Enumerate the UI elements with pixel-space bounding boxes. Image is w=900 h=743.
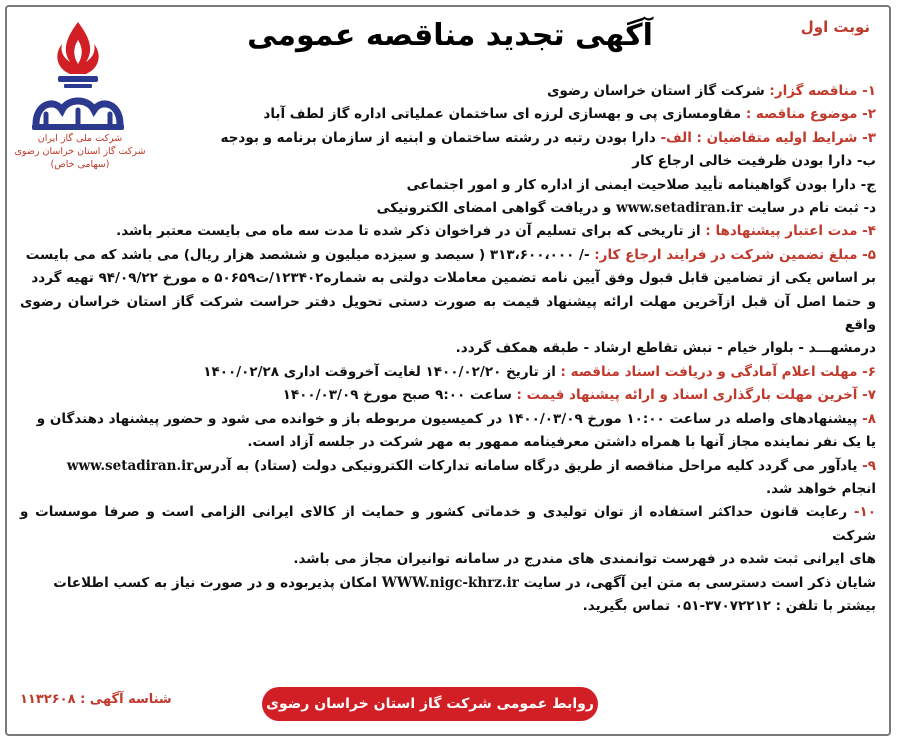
item-3: ۳- شرایط اولیه متقاضیان : الف- دارا بودن رتبه در رشته ساختمان و ابنیه از سازمان برنامه و بودجه <box>220 129 876 146</box>
item-3-b: ب- دارا بودن ظرفیت خالی ارجاع کار <box>632 153 876 170</box>
item-4: ۴- مدت اعتبار پیشنهادها : از تاریخی که برای تسلیم آن در فراخوان ذکر شده تا مدت سه ماه می بایست معتبر باشد. <box>116 223 876 240</box>
item-8: ۸- پیشنهادهای واصله در ساعت ۱۰:۰۰ مورخ ۱۴۰۰/۰۳/۰۹ در کمیسیون مربوطه باز و خوانده می شود و حضور پیشنهاد دهندگان و <box>36 410 876 427</box>
item-3-d: د- ثبت نام در سایت www.setadiran.ir و دریافت گواهی امضای الکترونیکی <box>376 200 876 217</box>
item-5: ۵- مبلغ تضمین شرکت در فرایند ارجاع کار: -/ ۳۱۳،۶۰۰،۰۰۰ ( سیصد و سیزده میلیون و ششصد هزار ریال) می باشد که می بایست <box>25 246 876 263</box>
item-2: ۲- موضوع مناقصه : مقاومسازی پی و بهسازی لرزه ای ساختمان عملیاتی اداره گاز لطف آباد <box>263 106 876 123</box>
nigc-khrz-link[interactable]: WWW.nigc-khrz.ir <box>381 574 519 591</box>
item-6: ۶- مهلت اعلام آمادگی و دریافت اسناد مناقصه : از تاریخ ۱۴۰۰/۰۲/۲۰ لغایت آخروقت اداری ۱۴۰۰/۰۲/۲۸ <box>203 363 876 380</box>
logo-caption: شرکت ملی گاز ایران شرکت گاز استان خراسان رضوی (سهامی خاص) <box>14 133 146 170</box>
setadiran-link-2[interactable]: www.setadiran.ir <box>66 457 194 474</box>
item-3-j: ج- دارا بودن گواهینامه تأیید صلاحیت ایمنی از اداره کار و امور اجتماعی <box>406 176 876 193</box>
item-7: ۷- آخرین مهلت بارگذاری اسناد و ارائه پیشنهاد قیمت : ساعت ۹:۰۰ صبح مورخ ۱۴۰۰/۰۳/۰۹ <box>282 387 876 404</box>
public-relations-banner: روابط عمومی شرکت گاز استان خراسان رضوی <box>262 687 598 721</box>
note-line2: بیشتر با تلفن : ۳۷۰۷۲۲۱۲-۰۵۱ تماس بگیرید. <box>582 597 876 614</box>
item-10: ۱۰- رعایت قانون حداکثر استفاده از توان تولیدی و خدماتی کشور و حمایت از کالای ایرانی الزامی است و صرفا موسسات و شرکت <box>20 504 876 544</box>
item-1: ۱- مناقصه گزار: شرکت گاز استان خراسان رضوی <box>547 83 876 99</box>
item-5-line4: درمشهـــد - بلوار خیام - نبش تقاطع ارشاد - طبقه همکف گردد. <box>455 340 876 357</box>
item-9-line2: انجام خواهد شد. <box>766 480 876 497</box>
note-line1: شایان ذکر است دسترسی به متن این آگهی، در سایت WWW.nigc-khrz.ir امکان پذیربوده و در صورت نیاز به کسب اطلاعات <box>53 574 876 591</box>
item-5-line3: و حتما اصل آن قبل ازآخرین مهلت ارائه پیشنهاد قیمت به صورت دستی تحویل دفتر حراست شرکت گاز استان خراسان رضوی واقع <box>20 293 876 334</box>
item-9: ۹- یادآور می گردد کلیه مراحل مناقصه از طریق درگاه سامانه تدارکات الکترونیکی دولت (ستاد) به آدرسwww.setadiran.ir <box>66 457 876 474</box>
item-10-line2: های ایرانی ثبت شده در فهرست توانمندی های مندرج در سامانه توانیران مجاز می باشد. <box>293 551 876 568</box>
item-5-line2: بر اساس یکی از تضامین قابل قبول وفق آیین نامه تضمین معاملات دولتی به شماره۱۲۳۴۰۲/ت۵۰۶۵۹ ه مورخ ۹۴/۰۹/۲۲ تهیه گردد <box>31 270 876 287</box>
tender-body <box>20 80 876 618</box>
page-title: آگهی تجدید مناقصه عمومی <box>247 18 653 53</box>
edition-label: نوبت اول <box>800 18 870 36</box>
ad-id: شناسه آگهی : ۱۱۳۲۶۰۸ <box>20 692 172 707</box>
item-8-line2: یا یک نفر نماینده مجاز آنها با همراه داشتن معرفینامه ممهور به مهر شرکت در جلسه آزاد است. <box>247 434 876 451</box>
setadiran-link[interactable]: www.setadiran.ir <box>616 200 743 217</box>
